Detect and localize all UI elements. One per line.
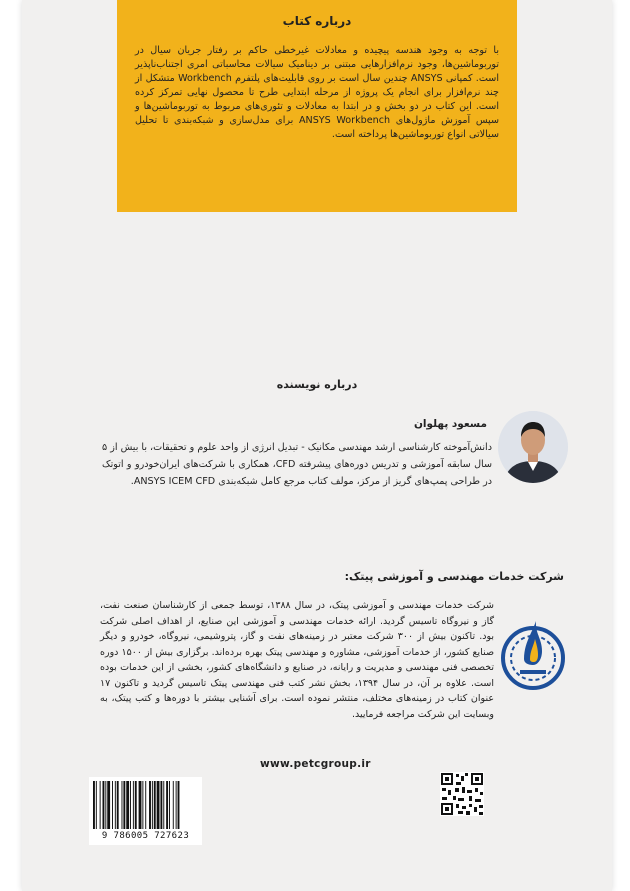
qr-code-icon: [440, 772, 484, 816]
company-description: شرکت خدمات مهندسی و آموزشی پیتک، در سال ۱۳۸۸، توسط جمعی از کارشناسان صنعت نفت، گاز و نیروگاه تاسیس گردید. ارائه خدمات مهندسی و آموزشی این صنایع، از اهداف اصلی شرکت بود. تاکنون بیش از ۳۰۰ شرکت معتبر در زمینه‌های نفت و گاز، پتروشیمی، نیروگاه، خودرو و دیگر صنایع کشور، از خدمات آموزشی، مشاوره و مهندسی پیتک بهره برده‌اند. برگزاری بیش از ۱۵۰۰ دوره تخصصی فنی مهندسی و مدیریت و رایانه، در صنایع و دانشگاه‌های کشور، بخشی از این خدمات بوده است. علاوه بر آن، در سال ۱۳۹۴، بخش نشر کتب فنی مهندسی پیتک تاسیس گردید و تاکنون ۱۷ عنوان کتاب در زمینه‌های مختلف، منتشر نموده است. برای آشنایی بیشتر با دوره‌ها و کتب پیتک، به وبسایت این شرکت مراجعه فرمایید.: [100, 600, 495, 720]
author-photo: [498, 411, 568, 483]
barcode-bars: [89, 777, 202, 831]
about-book-text: با توجه به وجود هندسه پیچیده و معادلات غیرخطی حاکم بر رفتار جریان سیال در توربوماشین‌ها، وجود نرم‌افزارهایی مبتنی بر دینامیک سیالات محاسباتی امری اجتناب‌ناپذیر است. کمپانی ANSYS چندین سال است بر روی قابلیت‌های پلتفرم Workbench متشکل از چند نرم‌افزار برای انجام یک پروژه از مرحله ابتدایی طرح تا محصول نهایی تمرکز کرده است. این کتاب در دو بخش و در ابتدا به معادلات و تئوری‌های مربوط به توربوماشین‌ها و سپس آموزش ماژول‌های ANSYS Workbench برای مدل‌سازی و شبکه‌بندی تا تحلیل سیالاتی انواع توربوماشین‌ها پرداخته است.: [135, 45, 499, 140]
website-link[interactable]: www.petcgroup.ir: [260, 758, 371, 770]
isbn-barcode: [89, 777, 202, 845]
petc-logo-icon: [498, 613, 568, 693]
about-author-title: درباره نویسنده: [276, 378, 358, 391]
about-book-title: درباره کتاب: [282, 14, 352, 28]
about-book-panel: [117, 0, 517, 212]
barcode-digits: 9 786005 727623: [101, 831, 190, 841]
author-name: مسعود پهلوان: [413, 418, 487, 430]
author-bio: دانش‌آموخته کارشناسی ارشد مهندسی مکانیک - تبدیل انرژی از واحد علوم و تحقیقات، با بیش از ۵ سال سابقه آموزشی و تدریس دوره‌های پیشرفته CFD، همکاری با شرکت‌های ایران‌خودرو و اتوتک در طراحی پمپ‌های گریز از مرکز، مولف کتاب مرجع کامل شبکه‌بندی ANSYS ICEM CFD.: [102, 442, 492, 487]
company-title: شرکت خدمات مهندسی و آموزشی پیتک:: [344, 570, 564, 583]
book-back-cover: [22, 0, 612, 891]
